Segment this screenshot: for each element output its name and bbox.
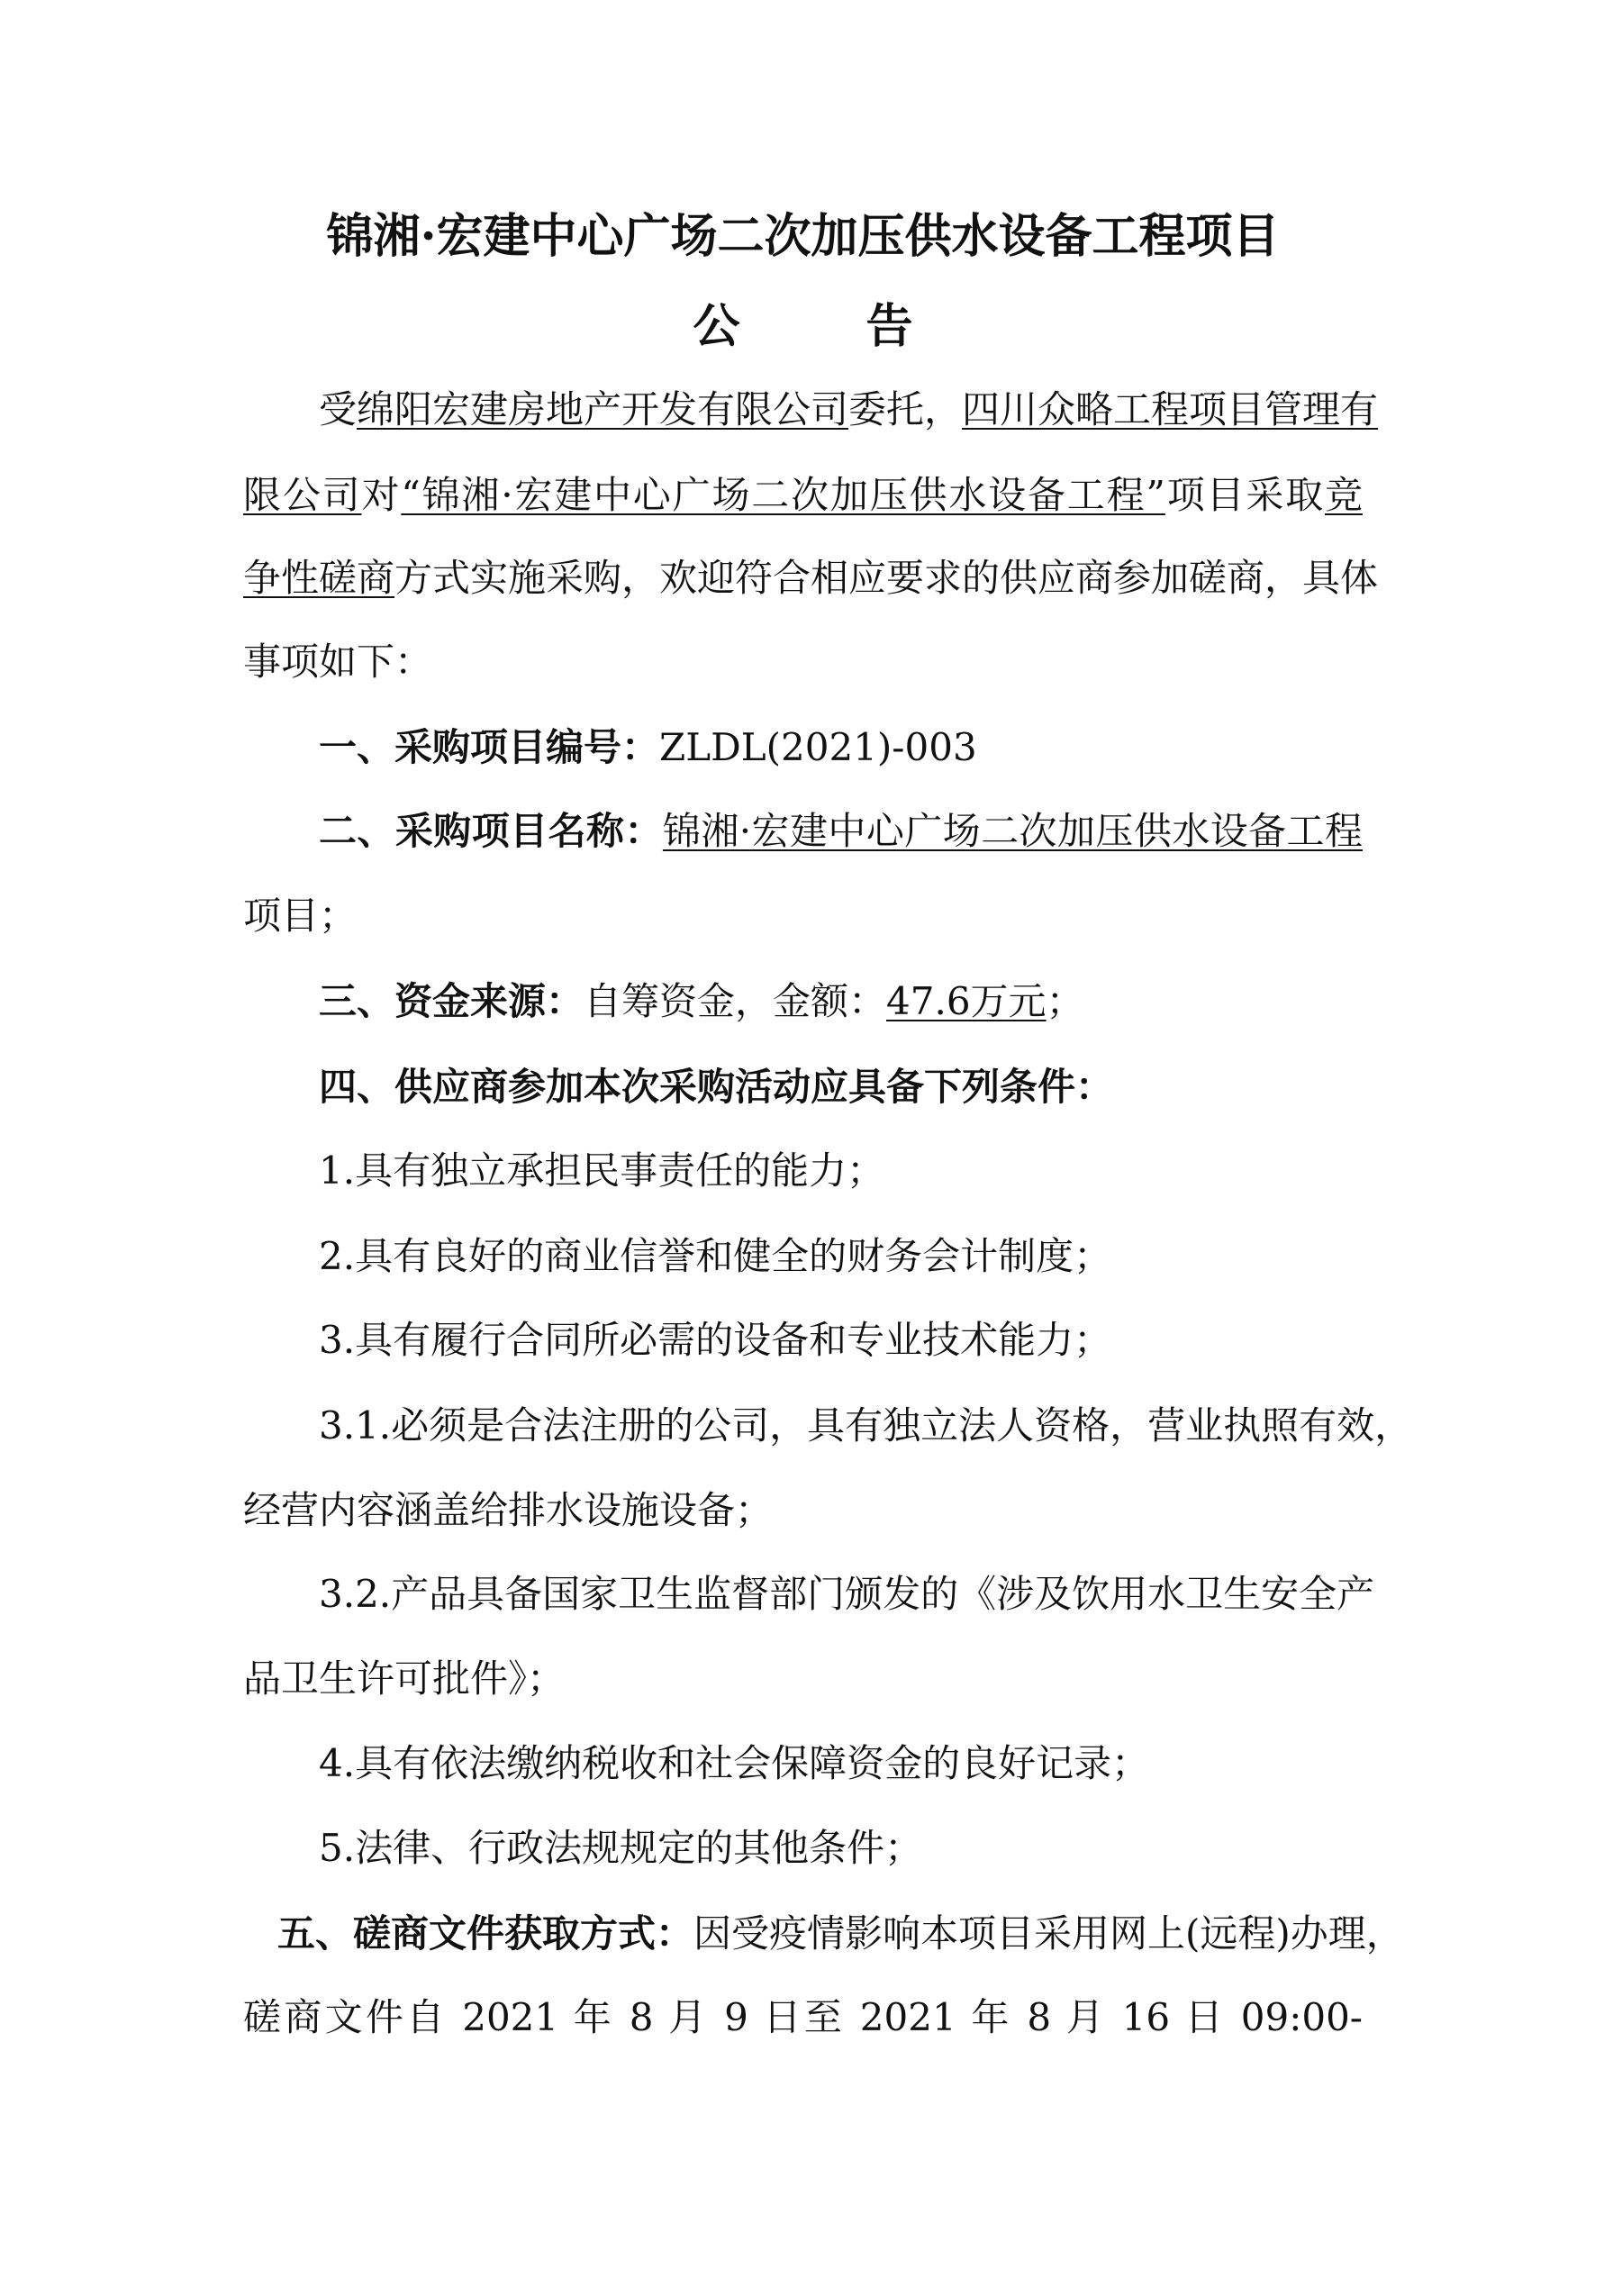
procurement-method: 竞 <box>1324 473 1363 517</box>
section-5-cont: 磋商文件自 2021 年 8 月 9 日至 2021 年 8 月 16 日 09:00- <box>243 1995 1363 2039</box>
condition-4: 4.具有依法缴纳税收和社会保障资金的良好记录； <box>319 1741 1150 1785</box>
section-1-label: 一、采购项目编号： <box>319 725 660 769</box>
agent-name: 四川众略工程项目管理有 <box>962 387 1379 431</box>
intro-text: 受 <box>319 387 358 431</box>
section-1 <box>319 725 977 770</box>
procurement-method: 争性磋商 <box>243 556 395 600</box>
condition-3-2-cont: 品卫生许可批件》； <box>243 1656 566 1701</box>
condition-2: 2.具有良好的商业信誉和健全的财务会计制度； <box>319 1234 1112 1278</box>
agent-name: 限公司 <box>243 473 362 517</box>
intro-line-2 <box>243 473 1363 518</box>
condition-3-2: 3.2.产品具备国家卫生监督部门颁发的《涉及饮用水卫生安全产 <box>319 1572 1375 1616</box>
client-name: 绵阳宏建房地产开发有限公司 <box>357 387 849 431</box>
condition-3-1-cont: 经营内容涵盖给排水设施设备； <box>243 1488 774 1532</box>
section-5-text: 因受疫情影响本项目采用网上(远程)办理， <box>693 1911 1404 1956</box>
intro-line-1 <box>243 387 1379 432</box>
project-number: ZLDL(2021)-003 <box>659 725 977 769</box>
condition-5: 5.法律、行政法规规定的其他条件； <box>319 1826 923 1870</box>
document-title: 锦湘·宏建中心广场二次加压供水设备工程项目 <box>326 209 1280 264</box>
condition-3-1: 3.1.必须是合法注册的公司，具有独立法人资格，营业执照有效， <box>319 1403 1413 1447</box>
condition-3: 3.具有履行合同所必需的设备和专业技术能力； <box>319 1318 1112 1362</box>
punct: ； <box>1046 979 1084 1023</box>
section-2 <box>243 809 1363 854</box>
section-3 <box>319 979 1084 1024</box>
intro-line-3 <box>243 556 1379 601</box>
section-5 <box>243 1911 1404 1956</box>
amount: 47.6万元 <box>886 979 1047 1023</box>
document-subtitle: 公告 <box>693 299 1039 354</box>
section-4-label: 四、供应商参加本次采购活动应具备下列条件： <box>319 1065 1114 1109</box>
project-name-quoted: “锦湘·宏建中心广场二次加压供水设备工程” <box>401 473 1165 517</box>
intro-text: 对 <box>361 473 402 517</box>
condition-1: 1.具有独立承担民事责任的能力； <box>319 1148 885 1193</box>
intro-text: 方式实施采购，欢迎符合相应要求的供应商参加磋商，具体 <box>394 556 1379 600</box>
fund-source: 自筹资金，金额： <box>584 979 887 1023</box>
section-2-label: 二、采购项目名称： <box>319 809 663 853</box>
project-name: 锦湘·宏建中心广场二次加压供水设备工程 <box>662 809 1363 853</box>
intro-text: 项目采取 <box>1164 473 1325 517</box>
section-5-label: 五、磋商文件获取方式： <box>277 1911 694 1956</box>
section-3-label: 三、资金来源： <box>319 979 585 1023</box>
intro-text: 委托， <box>848 387 963 431</box>
section-2-cont: 项目； <box>243 894 358 938</box>
intro-line-4: 事项如下： <box>243 640 433 684</box>
